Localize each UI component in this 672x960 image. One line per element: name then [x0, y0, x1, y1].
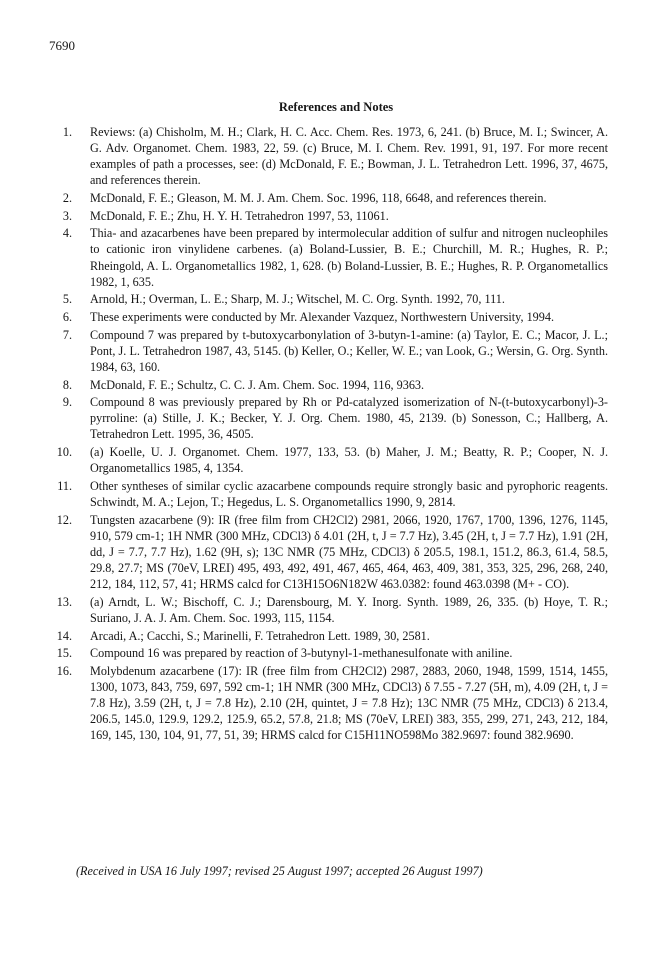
reference-item	[48, 327, 608, 375]
reference-item	[48, 190, 608, 206]
reference-item	[48, 512, 608, 592]
reference-text: These experiments were conducted by Mr. Alexander Vazquez, Northwestern University, 1994.	[90, 310, 554, 324]
reference-number: 6 .	[48, 309, 72, 325]
reference-number: 5 .	[48, 291, 72, 307]
reference-text: Arnold, H.; Overman, L. E.; Sharp, M. J.; Witschel, M. C. Org. Synth. 1992, 70, 111.	[90, 292, 505, 307]
reference-item	[48, 124, 608, 188]
reference-item	[48, 444, 608, 476]
reference-item	[48, 291, 608, 307]
reference-text: (a) Arndt, L. W.; Bischoff, C. J.; Darensbourg, M. Y. Inorg. Synth. 1989, 26, 335. (b) Hoye, T. R.; Suriano, J. A. J. Am. Chem. Soc. 1993, 115, 1154.	[90, 594, 608, 625]
reference-text: Compound 7 was prepared by t-butoxycarbonylation of 3-butyn-1-amine: (a) Taylor, E. C.; Macor, J. L.; Pont, J. L. Tetrahedron 1987, 43, 5145. (b) Keller, O.; Keller, W. E.; van Look, G.; Wersin, G. Org. Synth. 1984, 63, 160.	[90, 327, 608, 374]
reference-number: 9 .	[48, 394, 72, 410]
reference-text: Reviews: (a) Chisholm, M. H.; Clark, H. C. Acc. Chem. Res. 1973, 6, 241. (b) Bruce, M. I.; Swincer, A. G. Adv. Organomet. Chem. 1983, 22, 59. (c) Bruce, M. I. Chem. Rev. 1991, 91, 197. For more recent examples of path a processes, see: (d) McDonald, F. E.; Bowman, J. L. Tetrahedron Lett. 1996, 37, 4675, and references therein.	[90, 125, 608, 188]
reference-text: Other syntheses of similar cyclic azacarbene compounds require strongly basic and pyrophoric reagents. Schwindt, M. A.; Lejon, T.; Hegedus, L. S. Organometallics 1990, 9, 2814.	[90, 478, 608, 509]
reference-text: Molybdenum azacarbene (17): IR (free film from CH2Cl2) 2987, 2883, 2060, 1948, 1599, 1514, 1455, 1300, 1073, 843, 759, 697, 592 cm-1; 1H NMR (300 MHz, CDCl3) δ 7.55 - 7.27 (5H, m), 4.09 (2H, t, J = 7.8 Hz), 3.59 (2H, t, J = 7.8 Hz), 2.10 (2H, quintet, J = 7.8 Hz); 13C NMR (75 MHz, CDCl3) δ 213.4, 206.5, 145.0, 129.9, 129.2, 125.9, 65.2, 57.8, 21.8; MS (70eV, LREI) 383, 355, 299, 271, 243, 212, 184, 169, 145, 130, 104, 91, 77, 51, 39; HRMS calcd for C15H11NO598Mo 382.9697: found 382.9690.	[90, 663, 608, 743]
reference-item	[48, 628, 608, 644]
reference-number: 15 .	[48, 645, 72, 661]
reference-number: 10 .	[48, 444, 72, 460]
reference-list	[48, 124, 608, 745]
reference-item	[48, 377, 608, 393]
reference-text: Compound 8 was previously prepared by Rh or Pd-catalyzed isomerization of N-(t-butoxycarbonyl)-3-pyrroline: (a) Stille, J. K.; Becker, Y. J. Org. Chem. 1980, 45, 2139. (b) Sonesson, C.; Hallberg, A. Tetrahedron Lett. 1995, 36, 4505.	[90, 395, 608, 442]
reference-number: 12 .	[48, 512, 72, 528]
reference-text: (a) Koelle, U. J. Organomet. Chem. 1977, 133, 53. (b) Maher, J. M.; Beatty, R. P.; Cooper, N. J. Organometallics 1985, 4, 1354.	[90, 445, 608, 476]
reference-text: McDonald, F. E.; Gleason, M. M. J. Am. Chem. Soc. 1996, 118, 6648, and references therein.	[90, 190, 547, 205]
reference-number: 7 .	[48, 327, 72, 343]
reference-number: 1 .	[48, 124, 72, 140]
reference-number: 11 .	[48, 478, 72, 494]
reference-number: 8 .	[48, 377, 72, 393]
reference-text: Compound 16 was prepared by reaction of 3-butynyl-1-methanesulfonate with aniline.	[90, 646, 513, 661]
received-dates-footer: (Received in USA 16 July 1997; revised 25 August 1997; accepted 26 August 1997)	[76, 864, 483, 878]
reference-text: Tungsten azacarbene (9): IR (free film from CH2Cl2) 2981, 2066, 1920, 1767, 1700, 1396, 1276, 1145, 910, 579 cm-1; 1H NMR (300 MHz, CDCl3) δ 4.01 (2H, t, J = 7.7 Hz), 3.45 (2H, t, J = 7.7 Hz), 1.91 (2H, dd, J = 7.7, 7.7 Hz), 1.62 (9H, s); 13C NMR (75 MHz, CDCl3) δ 205.5, 198.1, 151.2, 86.3, 61.4, 58.5, 29.8, 27.7; MS (70eV, LREI) 495, 493, 492, 491, 467, 465, 464, 463, 409, 381, 353, 325, 296, 268, 240, 212, 184, 112, 57, 41; HRMS calcd for C13H15O6N182W 463.0382: found 463.0398 (M+ - CO).	[90, 512, 608, 592]
reference-item	[48, 225, 608, 289]
reference-number: 2 .	[48, 190, 72, 206]
reference-item	[48, 478, 608, 510]
reference-text: McDonald, F. E.; Zhu, H. Y. H. Tetrahedron 1997, 53, 11061.	[90, 208, 389, 223]
section-title: References and Notes	[278, 100, 394, 114]
reference-item	[48, 663, 608, 743]
reference-text: Thia- and azacarbenes have been prepared by intermolecular addition of sulfur and nitrogen nucleophiles to cationic iron vinylidene carbenes. (a) Boland-Lussier, B. E.; Churchill, M. R.; Hughes, R. P.; Rheingold, A. L. Organometallics 1982, 1, 628. (b) Boland-Lussier, B. E.; Hughes, R. P. Organometallics 1982, 1, 635.	[90, 226, 608, 289]
reference-item	[48, 645, 608, 661]
reference-text: Arcadi, A.; Cacchi, S.; Marinelli, F. Tetrahedron Lett. 1989, 30, 2581.	[90, 628, 430, 643]
page-number: 7690	[49, 38, 75, 53]
reference-number: 14 .	[48, 628, 72, 644]
reference-text: McDonald, F. E.; Schultz, C. C. J. Am. Chem. Soc. 1994, 116, 9363.	[90, 377, 425, 392]
reference-item	[48, 394, 608, 442]
reference-number: 16 .	[48, 663, 72, 679]
reference-number: 3 .	[48, 208, 72, 224]
reference-item	[48, 594, 608, 626]
reference-item	[48, 309, 608, 325]
reference-number: 4 .	[48, 225, 72, 241]
reference-number: 13 .	[48, 594, 72, 610]
reference-item	[48, 208, 608, 224]
